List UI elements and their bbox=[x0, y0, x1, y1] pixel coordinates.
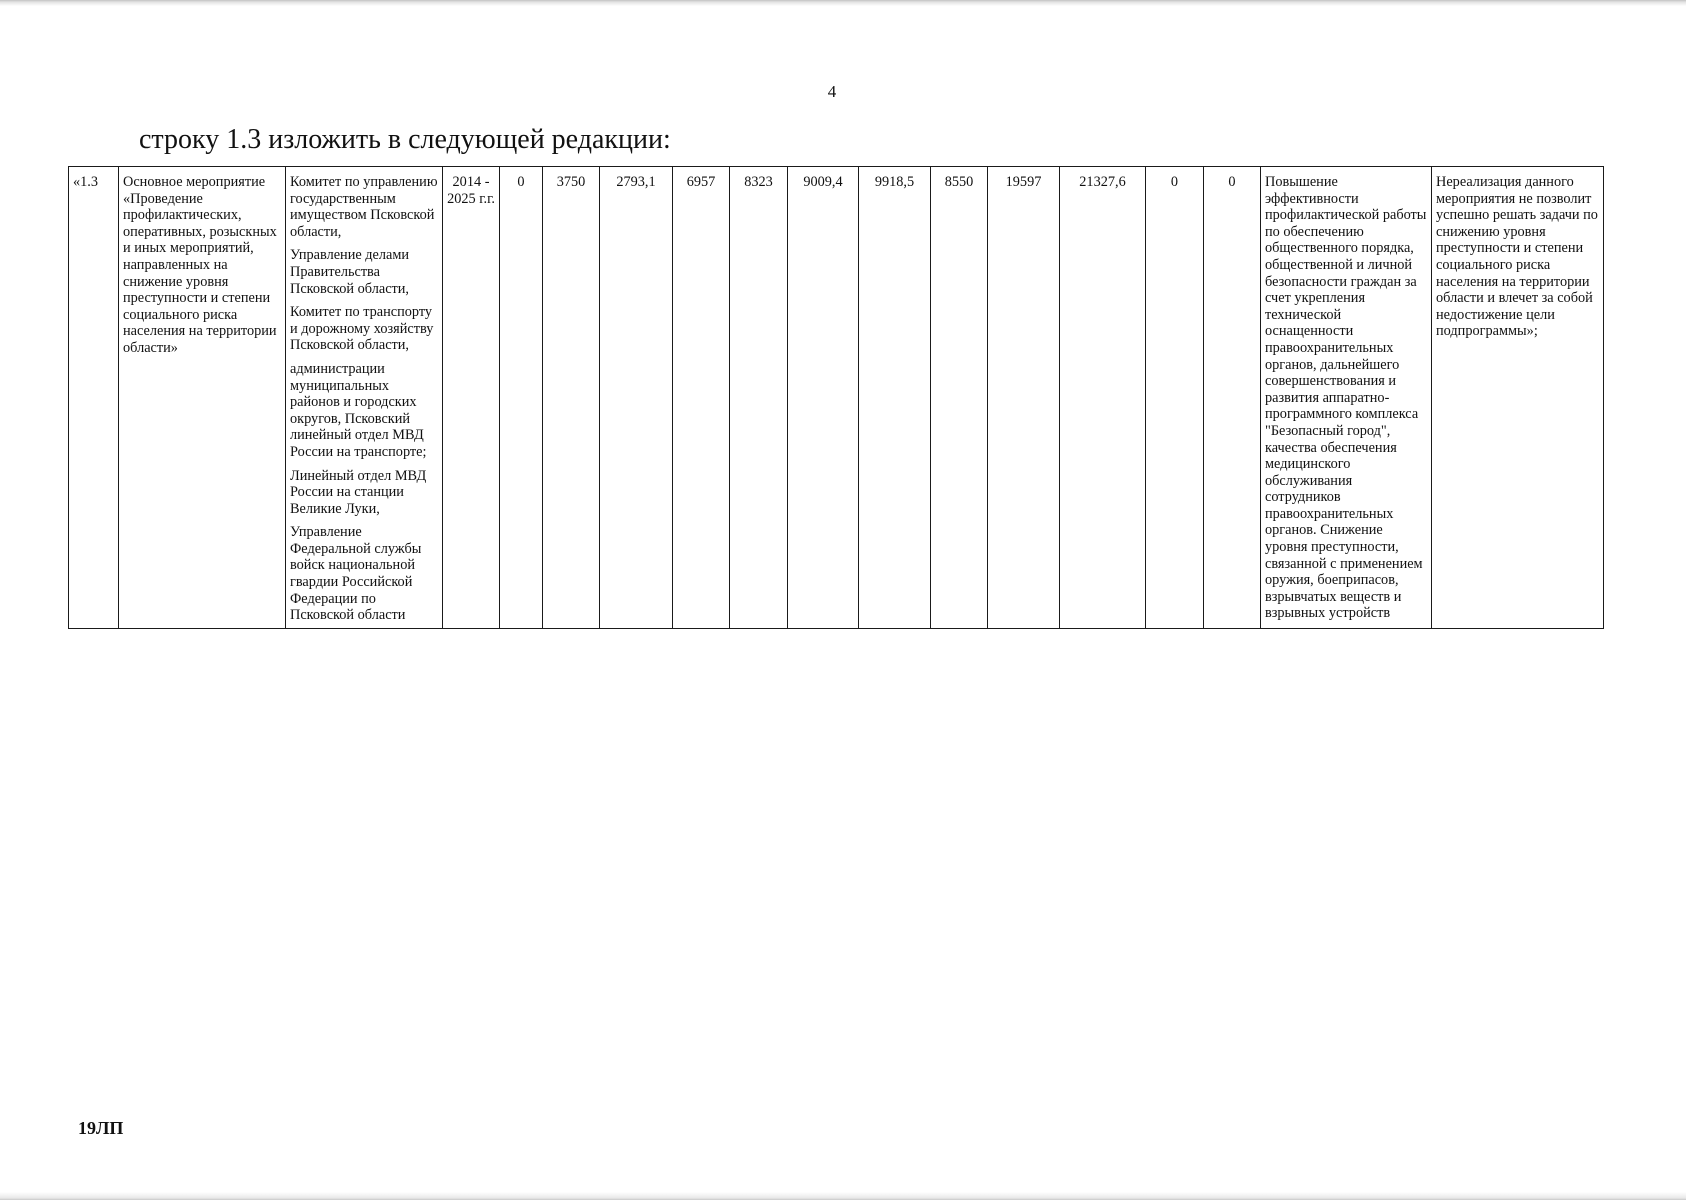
executors-cell bbox=[286, 167, 443, 629]
program-table bbox=[68, 166, 1604, 629]
scan-edge-bottom bbox=[0, 1192, 1686, 1200]
value-cell: 9009,4 bbox=[788, 167, 859, 629]
value-cell: 8550 bbox=[931, 167, 988, 629]
consequence-cell: Нереализация данного мероприятия не позволит успешно решать задачи по снижению уровня преступности и степени социального риска населения на территории области и влечет за собой недостижение цели подпрограммы»; bbox=[1432, 167, 1604, 629]
executor-item: Управление делами Правительства Псковской области, bbox=[290, 247, 410, 297]
page-number: 4 bbox=[827, 82, 837, 101]
executor-item: Комитет по управлению государственным имуществом Псковской области, bbox=[290, 174, 438, 240]
document-code: 19ЛП bbox=[78, 1118, 124, 1138]
table-row bbox=[69, 167, 1604, 629]
executor-item: Комитет по транспорту и дорожному хозяйству Псковской области, bbox=[290, 304, 434, 354]
activity-name-cell: Основное мероприятие «Проведение профилактических, оперативных, розыскных и иных мероприятий, направленных на снижение уровня преступности и степени социального риска населения на территории области» bbox=[119, 167, 286, 629]
executor-item: Управление Федеральной службы войск национальной гвардии Российской Федерации по Псковской области bbox=[290, 524, 422, 624]
period-cell: 2014 - 2025 г.г. bbox=[443, 167, 500, 629]
expected-result-cell: Повышение эффективности профилактической работы по обеспечению общественного порядка, общественной и личной безопасности граждан за счет укрепления технической оснащенности правоохранительных органов, дальнейшего совершенствования и развития аппаратно-программного комплекса "Безопасный город", качества обеспечения медицинского обслуживания сотрудников правоохранительных органов. Снижение уровня преступности, связанной с применением оружия, боеприпасов, взрывчатых веществ и взрывных устройств bbox=[1261, 167, 1432, 629]
value-cell: 2793,1 bbox=[600, 167, 673, 629]
value-cell: 0 bbox=[1204, 167, 1261, 629]
executor-item: Линейный отдел МВД России на станции Великие Луки, bbox=[290, 467, 427, 517]
value-cell: 19597 bbox=[988, 167, 1060, 629]
page-heading: строку 1.3 изложить в следующей редакции: bbox=[139, 124, 671, 155]
value-cell: 3750 bbox=[543, 167, 600, 629]
scan-edge-top bbox=[0, 0, 1686, 6]
value-cell: 6957 bbox=[673, 167, 730, 629]
value-cell: 0 bbox=[500, 167, 543, 629]
value-cell: 8323 bbox=[730, 167, 788, 629]
row-number-cell: «1.3 bbox=[69, 167, 119, 629]
value-cell: 9918,5 bbox=[859, 167, 931, 629]
value-cell: 0 bbox=[1146, 167, 1204, 629]
executor-item: администрации муниципальных районов и городских округов, Псковский линейный отдел МВД России на транспорте; bbox=[290, 360, 427, 460]
value-cell: 21327,6 bbox=[1060, 167, 1146, 629]
